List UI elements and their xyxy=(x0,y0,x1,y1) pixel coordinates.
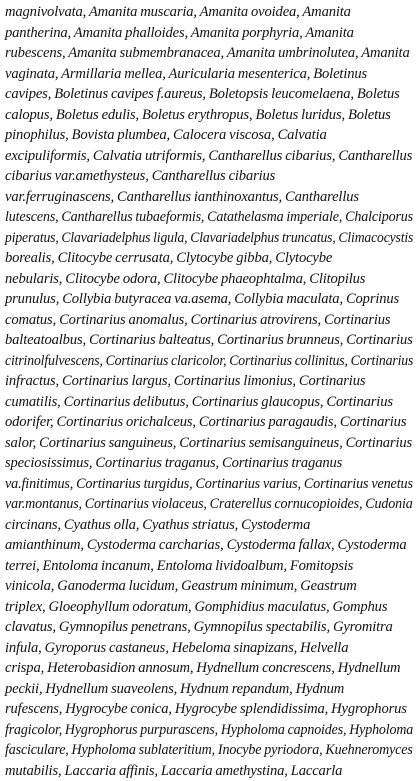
text-line: fasciculare, Hypholoma sublateritium, Inocybe pyriodora, Kuehneromyces xyxy=(5,740,400,761)
text-line: fragicolor, Hygrophorus purpurascens, Hypholoma capnoides, Hypholoma xyxy=(5,720,398,741)
text-line: mutabilis, Laccaria affinis, Laccaria amethystina, Laccarla xyxy=(5,761,415,781)
text-line: circinans, Cyathus olla, Cyathus striatus, Cystoderma xyxy=(5,515,415,536)
text-line: peckii, Hydnellum suaveolens, Hydnum repandum, Hydnum xyxy=(5,679,415,700)
text-line: infractus, Cortinarius largus, Cortinarius limonius, Cortinarius xyxy=(5,371,415,392)
text-line: crispa, Heterobasidion annosum, Hydnellum concrescens, Hydnellum xyxy=(5,658,415,679)
text-line: calopus, Boletus edulis, Boletus erythropus, Boletus luridus, Boletus xyxy=(5,105,415,126)
text-line: pantherina, Amanita phalloides, Amanita porphyria, Amanita xyxy=(5,23,415,44)
text-line: speciosissimus, Cortinarius traganus, Cortinarius traganus xyxy=(5,453,415,474)
text-line: vaginata, Armillaria mellea, Auricularia mesenterica, Boletinus xyxy=(5,64,415,85)
text-line: prunulus, Collybia butyracea va.asema, Collybia maculata, Coprinus xyxy=(5,289,415,310)
text-line: var.montanus, Cortinarius violaceus, Craterellus cornucopioides, Cudonia xyxy=(5,494,400,515)
text-line: rufescens, Hygrocybe conica, Hygrocybe splendidissima, Hygrophorus xyxy=(5,699,415,720)
document-page xyxy=(5,2,415,598)
text-line: var.ferruginascens, Cantharellus ianthinoxantus, Cantharellus xyxy=(5,187,415,208)
text-line: excipuliformis, Calvatia utriformis, Cantharellus cibarius, Cantharellus xyxy=(5,146,415,167)
text-line: vinicola, Ganoderma lucidum, Geastrum minimum, Geastrum xyxy=(5,576,415,597)
text-line: infula, Gyroporus castaneus, Hebeloma sinapizans, Helvella xyxy=(5,638,415,659)
text-line: odorifer, Cortinarius orichalceus, Cortinarius paragaudis, Cortinarius xyxy=(5,412,415,433)
text-line: lutescens, Cantharellus tubaeformis, Catathelasma imperiale, Chalciporus xyxy=(5,207,400,228)
text-line: citrinolfulvescens, Cortinarius claricolor, Cortinarius collinitus, Cortinarius xyxy=(5,351,391,372)
text-line: clavatus, Gymnopilus penetrans, Gymnopilus spectabilis, Gyromitra xyxy=(5,617,415,638)
text-line: nebularis, Clitocybe odora, Clitocybe phaeophtalma, Clitopilus xyxy=(5,269,415,290)
text-line: borealis, Clitocybe cerrusata, Clytocybe gibba, Clytocybe xyxy=(5,248,415,269)
text-line: pinophilus, Bovista plumbea, Calocera viscosa, Calvatia xyxy=(5,125,415,146)
text-line: balteatoalbus, Cortinarius balteatus, Cortinarius brunneus, Cortinarius xyxy=(5,330,415,351)
text-line: terrei, Entoloma incanum, Entoloma lividoalbum, Fomitopsis xyxy=(5,556,415,577)
text-line: comatus, Cortinarius anomalus, Cortinarius atrovirens, Cortinarius xyxy=(5,310,415,331)
text-line: salor, Cortinarius sanguineus, Cortinarius semisanguineus, Cortinarius xyxy=(5,433,415,454)
text-line: amianthinum, Cystoderma carcharias, Cystoderma fallax, Cystoderma xyxy=(5,535,415,556)
text-line: piperatus, Clavariadelphus ligula, Clavariadelphus truncatus, Climacocystis xyxy=(5,228,389,249)
text-line: triplex, Gloeophyllum odoratum, Gomphidius maculatus, Gomphus xyxy=(5,597,415,618)
text-line: cibarius var.amethysteus, Cantharellus cibarius xyxy=(5,166,415,187)
text-line: cumatilis, Cortinarius delibutus, Cortinarius glaucopus, Cortinarius xyxy=(5,392,415,413)
text-line: rubescens, Amanita submembranacea, Amanita umbrinolutea, Amanita xyxy=(5,43,415,64)
text-line: cavipes, Boletinus cavipes f.aureus, Boletopsis leucomelaena, Boletus xyxy=(5,84,415,105)
species-list-text xyxy=(5,2,415,781)
text-line: magnivolvata, Amanita muscaria, Amanita ovoidea, Amanita xyxy=(5,2,415,23)
text-line: va.finitimus, Cortinarius turgidus, Cortinarius varius, Cortinarius venetus xyxy=(5,474,403,495)
